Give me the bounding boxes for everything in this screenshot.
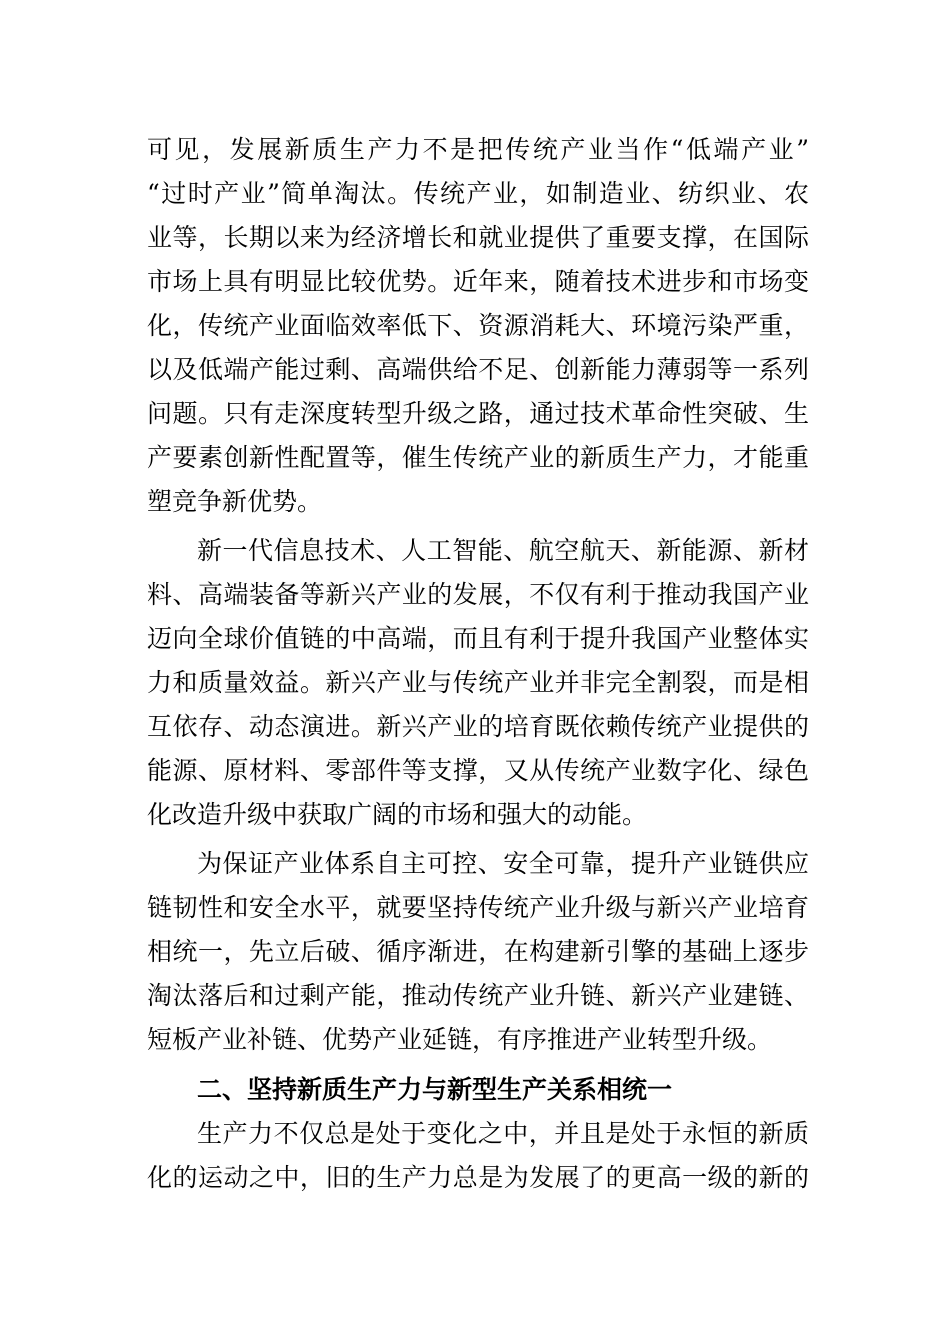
paragraph-line: 链韧性和安全水平，就要坚持传统产业升级与新兴产业培育 [147, 893, 809, 922]
paragraph-line: 料、高端装备等新兴产业的发展，不仅有利于推动我国产业 [147, 580, 809, 609]
paragraph-line: 迈向全球价值链的中高端，而且有利于提升我国产业整体实 [147, 624, 809, 653]
paragraph-line: 可见，发展新质生产力不是把传统产业当作“低端产业” [147, 135, 809, 164]
paragraph-line: 力和质量效益。新兴产业与传统产业并非完全割裂，而是相 [147, 668, 809, 697]
paragraph-line: 业等，长期以来为经济增长和就业提供了重要支撑，在国际 [147, 223, 809, 252]
paragraph-line: 化，传统产业面临效率低下、资源消耗大、环境污染严重， [147, 311, 809, 340]
paragraph-line: 以及低端产能过剩、高端供给不足、创新能力薄弱等一系列 [147, 355, 809, 384]
paragraph-line: 生产力不仅总是处于变化之中，并且是处于永恒的新质 [197, 1119, 809, 1148]
paragraph-line: “过时产业”简单淘汰。传统产业，如制造业、纺织业、农 [147, 179, 809, 208]
paragraph-line: 相统一，先立后破、循序渐进，在构建新引擎的基础上逐步 [147, 937, 809, 966]
paragraph-line: 市场上具有明显比较优势。近年来，随着技术进步和市场变 [147, 267, 809, 296]
section-heading: 二、坚持新质生产力与新型生产关系相统一 [197, 1075, 673, 1104]
paragraph-line: 产要素创新性配置等，催生传统产业的新质生产力，才能重 [147, 443, 809, 472]
paragraph-line: 能源、原材料、零部件等支撑，又从传统产业数字化、绿色 [147, 756, 809, 785]
paragraph-line: 化改造升级中获取广阔的市场和强大的动能。 [147, 800, 648, 829]
paragraph-line: 塑竞争新优势。 [147, 487, 323, 516]
paragraph-line: 短板产业补链、优势产业延链，有序推进产业转型升级。 [147, 1025, 773, 1054]
paragraph-line: 淘汰落后和过剩产能，推动传统产业升链、新兴产业建链、 [147, 981, 809, 1010]
paragraph-line: 新一代信息技术、人工智能、航空航天、新能源、新材 [197, 536, 809, 565]
paragraph-line: 为保证产业体系自主可控、安全可靠，提升产业链供应 [197, 849, 809, 878]
paragraph-line: 化的运动之中，旧的生产力总是为发展了的更高一级的新的 [147, 1163, 809, 1192]
paragraph-line: 问题。只有走深度转型升级之路，通过技术革命性突破、生 [147, 399, 809, 428]
paragraph-line: 互依存、动态演进。新兴产业的培育既依赖传统产业提供的 [147, 712, 809, 741]
